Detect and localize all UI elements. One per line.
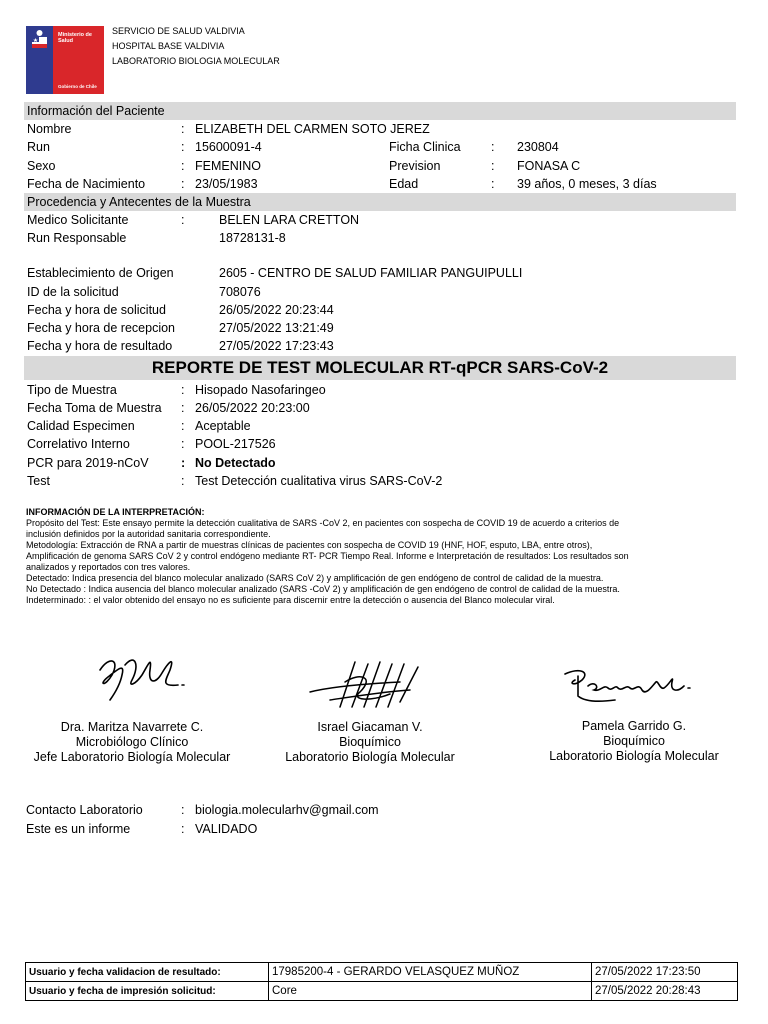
correlativo-colon: : — [181, 437, 185, 451]
informe-colon: : — [181, 822, 185, 836]
edad-label: Edad — [389, 177, 419, 191]
signer-name: Dra. Maritza Navarrete C. — [60, 720, 204, 734]
sexo-value: FEMENINO — [195, 159, 261, 173]
toma-colon: : — [181, 401, 185, 415]
impresion-user: Core — [269, 982, 592, 1001]
interpretation-line: Amplificación de genoma SARS CoV 2 y control endógeno mediante RT- PCR Tiempo Real. Informe e Interpretación de resultados: Los resultados son — [26, 551, 629, 561]
ficha-value: 230804 — [517, 140, 559, 154]
contacto-label: Contacto Laboratorio — [26, 803, 143, 817]
recepcion-label: Fecha y hora de recepcion — [27, 321, 176, 335]
recepcion-value: 27/05/2022 13:21:49 — [219, 321, 334, 335]
prevision-colon: : — [491, 159, 495, 173]
logo-red-panel — [53, 26, 104, 94]
pcr-label: PCR para 2019-nCoV — [27, 456, 149, 470]
run-resp-value: 18728131-8 — [219, 231, 286, 245]
impresion-label: Usuario y fecha de impresión solicitud: — [26, 982, 269, 1001]
calidad-colon: : — [181, 419, 185, 433]
resultado-label: Fecha y hora de resultado — [27, 339, 173, 353]
id-value: 708076 — [219, 285, 261, 299]
validacion-label: Usuario y fecha validacion de resultado: — [26, 963, 269, 982]
signer-role: Bioquímico — [603, 734, 665, 748]
validation-table — [25, 962, 738, 1001]
nacimiento-value: 23/05/1983 — [195, 177, 258, 191]
signer-role: Bioquímico — [339, 735, 401, 749]
prevision-label: Prevision — [389, 159, 441, 173]
run-label: Run — [27, 140, 50, 154]
signature-navarrete — [90, 645, 190, 715]
run-colon: : — [181, 140, 185, 154]
interpretation-line: analizados y reportados con tres valores. — [26, 562, 191, 572]
solicitud-value: 26/05/2022 20:23:44 — [219, 303, 334, 317]
toma-label: Fecha Toma de Muestra — [27, 401, 162, 415]
origin-section-title: Procedencia y Antecentes de la Muestra — [24, 193, 736, 211]
contacto-email: biologia.molecularhv@gmail.com — [195, 803, 379, 817]
contacto-colon: : — [181, 803, 185, 817]
header-line-hospital: HOSPITAL BASE VALDIVIA — [112, 41, 225, 51]
nacimiento-label: Fecha de Nacimiento — [27, 177, 146, 191]
signer-dept: Jefe Laboratorio Biología Molecular — [33, 750, 231, 764]
interpretation-line: Propósito del Test: Este ensayo permite la detección cualitativa de SARS -CoV 2, en pacientes con sospecha de COVID 19 de acuerdo a criterios de — [26, 518, 620, 528]
correlativo-label: Correlativo Interno — [27, 437, 130, 451]
interpretation-line: No Detectado : Indica ausencia del blanco molecular analizado (SARS -CoV 2) y amplificación de gen endógeno de control de calidad de la muestra. — [26, 584, 620, 594]
medico-label: Medico Solicitante — [27, 213, 129, 227]
informe-status: VALIDADO — [195, 822, 258, 836]
test-label: Test — [27, 474, 50, 488]
signer-role: Microbiólogo Clínico — [75, 735, 189, 749]
calidad-label: Calidad Especimen — [27, 419, 135, 433]
tipo-value: Hisopado Nasofaringeo — [195, 383, 326, 397]
ficha-colon: : — [491, 140, 495, 154]
validacion-date: 27/05/2022 17:23:50 — [592, 963, 738, 982]
sexo-label: Sexo — [27, 159, 56, 173]
sexo-colon: : — [181, 159, 185, 173]
tipo-colon: : — [181, 383, 185, 397]
signer-name: Pamela Garrido G. — [581, 719, 687, 733]
logo-blue-panel — [26, 26, 53, 94]
pcr-result: No Detectado — [195, 456, 276, 470]
calidad-value: Aceptable — [195, 419, 251, 433]
table-row — [26, 963, 738, 982]
informe-label: Este es un informe — [26, 822, 131, 836]
signature-giacaman — [300, 652, 430, 717]
nombre-value: ELIZABETH DEL CARMEN SOTO JEREZ — [195, 122, 430, 136]
prevision-value: FONASA C — [517, 159, 581, 173]
establecimiento-value: 2605 - CENTRO DE SALUD FAMILIAR PANGUIPULLI — [219, 266, 523, 280]
ficha-label: Ficha Clinica — [389, 140, 461, 154]
interpretation-heading: INFORMACIÓN DE LA INTERPRETACIÓN: — [26, 507, 205, 517]
report-title: REPORTE DE TEST MOLECULAR RT-qPCR SARS-CoV-2 — [24, 356, 736, 380]
signature-block-navarrete — [24, 720, 240, 765]
tipo-label: Tipo de Muestra — [27, 383, 117, 397]
interpretation-line: Metodología: Extracción de RNA a partir de muestras clínicas de pacientes con sospecha de COVID 19 (HNF, HOF, esputo, LBA, entre otros), — [26, 540, 593, 550]
run-resp-label: Run Responsable — [27, 231, 127, 245]
signature-block-garrido — [534, 719, 734, 764]
test-colon: : — [181, 474, 185, 488]
resultado-value: 27/05/2022 17:23:43 — [219, 339, 334, 353]
toma-value: 26/05/2022 20:23:00 — [195, 401, 310, 415]
pcr-colon: : — [181, 456, 186, 470]
edad-colon: : — [491, 177, 495, 191]
id-label: ID de la solicitud — [27, 285, 119, 299]
run-value: 15600091-4 — [195, 140, 262, 154]
patient-section-title: Información del Paciente — [24, 102, 736, 120]
signer-dept: Laboratorio Biología Molecular — [285, 750, 455, 764]
signature-garrido — [560, 662, 705, 707]
ministerio-logo — [26, 26, 104, 94]
nombre-colon: : — [181, 122, 185, 136]
edad-value: 39 años, 0 meses, 3 días — [517, 177, 657, 191]
validacion-user: 17985200-4 - GERARDO VELASQUEZ MUÑOZ — [269, 963, 592, 982]
logo-footer: Gobierno de Chile — [58, 84, 97, 89]
header-line-service: SERVICIO DE SALUD VALDIVIA — [112, 26, 245, 36]
interpretation-line: inclusión definidos por la autoridad sanitaria correspondiente. — [26, 529, 271, 539]
medico-value: BELEN LARA CRETTON — [219, 213, 360, 227]
coat-of-arms-icon — [28, 29, 51, 51]
signature-block-giacaman — [270, 720, 470, 765]
impresion-date: 27/05/2022 20:28:43 — [592, 982, 738, 1001]
signer-dept: Laboratorio Biología Molecular — [549, 749, 719, 763]
logo-title: Ministerio de Salud — [58, 32, 92, 44]
establecimiento-label: Establecimiento de Origen — [27, 266, 174, 280]
nacimiento-colon: : — [181, 177, 185, 191]
signer-name: Israel Giacaman V. — [317, 720, 423, 734]
solicitud-label: Fecha y hora de solicitud — [27, 303, 166, 317]
interpretation-block — [26, 507, 738, 606]
medico-colon: : — [181, 213, 185, 227]
interpretation-line: Indeterminado: : el valor obtenido del ensayo no es suficiente para discernir entre la detección o ausencia del Blanco molecular viral. — [26, 595, 555, 605]
nombre-label: Nombre — [27, 122, 72, 136]
table-row — [26, 982, 738, 1001]
correlativo-value: POOL-217526 — [195, 437, 276, 451]
header-line-lab: LABORATORIO BIOLOGIA MOLECULAR — [112, 56, 280, 66]
test-value: Test Detección cualitativa virus SARS-CoV-2 — [195, 474, 443, 488]
interpretation-line: Detectado: Indica presencia del blanco molecular analizado (SARS CoV 2) y amplificación de gen endógeno de control de calidad de la muestra. — [26, 573, 604, 583]
